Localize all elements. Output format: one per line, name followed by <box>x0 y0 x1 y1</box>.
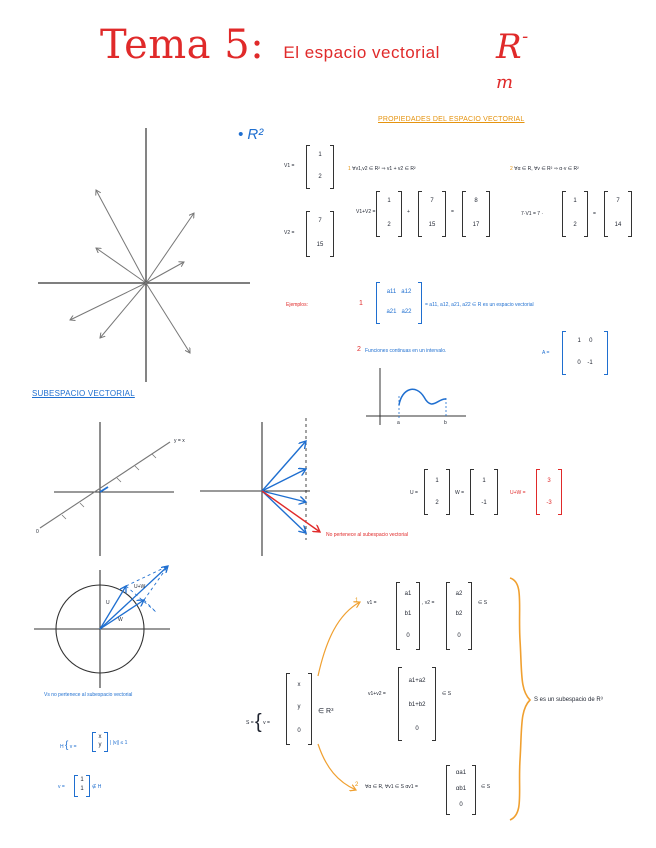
s-p1-v2: , v2 = <box>422 600 435 606</box>
function-graph <box>366 368 466 425</box>
property2-result: 7 14 <box>604 192 632 236</box>
s-definition: S = { v = <box>246 711 270 733</box>
property2-m: 1 2 <box>562 192 588 236</box>
s-conclusion: S es un subespacio de R³ <box>534 697 603 703</box>
h-definition: H { v = <box>60 740 77 751</box>
property1-sum-label: V1+V2 = <box>356 209 376 215</box>
s-sum-matrix: a1+a2 b1+b2 0 <box>398 668 436 740</box>
s-p1-in: ∈ S <box>478 600 488 606</box>
half-plane-diagram <box>200 418 320 556</box>
s-vector: x y 0 <box>286 674 312 744</box>
w-label: W = <box>455 490 465 496</box>
v1-matrix: 1 2 <box>306 146 334 188</box>
equals-sign: = <box>451 209 454 215</box>
s-p1-badge: 1 <box>355 598 359 604</box>
circle-label-uw: U+W <box>134 584 146 590</box>
properties-header: PROPIEDADES DEL ESPACIO VECTORIAL <box>378 116 525 123</box>
origin-label: 0 <box>36 529 39 535</box>
v2-matrix: 7 15 <box>306 212 334 256</box>
graph-label-b: b <box>444 420 447 426</box>
s-sum-lhs: v1+v2 = <box>368 691 386 697</box>
sum-matrix: 3 -3 <box>536 470 562 514</box>
subspace-line-diagram <box>40 422 174 556</box>
example2-lhs: A = <box>542 350 550 356</box>
example1-badge: 1 <box>359 300 363 307</box>
plus-sign: + <box>407 209 410 215</box>
sum-label: U+W = <box>510 490 526 496</box>
s-sum-in: ∈ S <box>442 691 452 697</box>
example1-text: = a11, a12, a21, a22 ∈ R es un espacio vectorial <box>425 302 534 308</box>
h-vector: x y <box>92 733 108 751</box>
property2-text: 2 ∀α ∈ R, ∀v ∈ R² ⇒ α·v ∈ R² <box>510 166 579 172</box>
u-matrix: 1 2 <box>424 470 450 514</box>
circle-label-w: W <box>118 617 123 623</box>
s-p1-v1: v1 = <box>367 600 377 606</box>
property1-result: 8 17 <box>462 192 490 236</box>
title-main: Tema 5: <box>100 22 265 68</box>
v2-label: V2 = <box>284 230 295 236</box>
title-sub: El espacio vectorial <box>283 43 440 62</box>
unit-circle-diagram <box>34 566 170 688</box>
h-example-lhs: v = <box>58 784 65 790</box>
s-set: ∈ R³ <box>318 708 334 715</box>
s-p2-matrix: αa1 αb1 0 <box>446 766 476 814</box>
property1-m2: 7 15 <box>418 192 446 236</box>
circle-note: Vs no pertenece al subespacio vectorial <box>44 692 133 698</box>
v1-label: V1 = <box>284 163 295 169</box>
example1-matrix: a11 a12 a21 a22 <box>376 283 422 323</box>
equals-sign-2: = <box>593 211 596 217</box>
subspace-header: SUBESPACIO VECTORIAL <box>32 389 135 398</box>
w-matrix: 1 -1 <box>470 470 498 514</box>
graph-label-a: a <box>397 420 400 426</box>
circle-label-u: U <box>106 600 110 606</box>
example2-text: Funciones continuas en un intervalo. <box>365 348 447 354</box>
r2-vector-diagram <box>38 128 250 382</box>
s-p1-m1: a1 b1 0 <box>396 583 420 649</box>
s-p2-badge: 2 <box>355 782 359 788</box>
s-p2-in: ∈ S <box>481 784 491 790</box>
h-example-vector: 1 1 <box>74 776 90 796</box>
examples-label: Ejemplos: <box>286 302 308 308</box>
s-p1-m2: a2 b2 0 <box>446 583 472 649</box>
not-closed-note: No pertenece al subespacio vectorial <box>326 532 408 538</box>
s-p2-text: ∀α ∈ R, ∀v1 ∈ S αv1 = <box>365 784 418 790</box>
property1-m1: 1 2 <box>376 192 402 236</box>
example2-matrix: 1 0 0 -1 <box>562 332 608 374</box>
title-space-symbol: $R^{-m}$ <box>496 26 529 93</box>
example2-badge: 2 <box>357 346 361 353</box>
h-example-rel: ∉ H <box>92 784 102 790</box>
h-condition: | |v|| ≤ 1 <box>110 740 128 746</box>
u-label: U = <box>410 490 418 496</box>
property1-text: 1 ∀v1,v2 ∈ R² ⇒ v1 + v2 ∈ R² <box>348 166 416 172</box>
property2-lhs: 7·V1 = 7 · <box>521 211 544 217</box>
r2-label: • R² <box>238 126 264 143</box>
line-label: y = x <box>174 438 185 444</box>
